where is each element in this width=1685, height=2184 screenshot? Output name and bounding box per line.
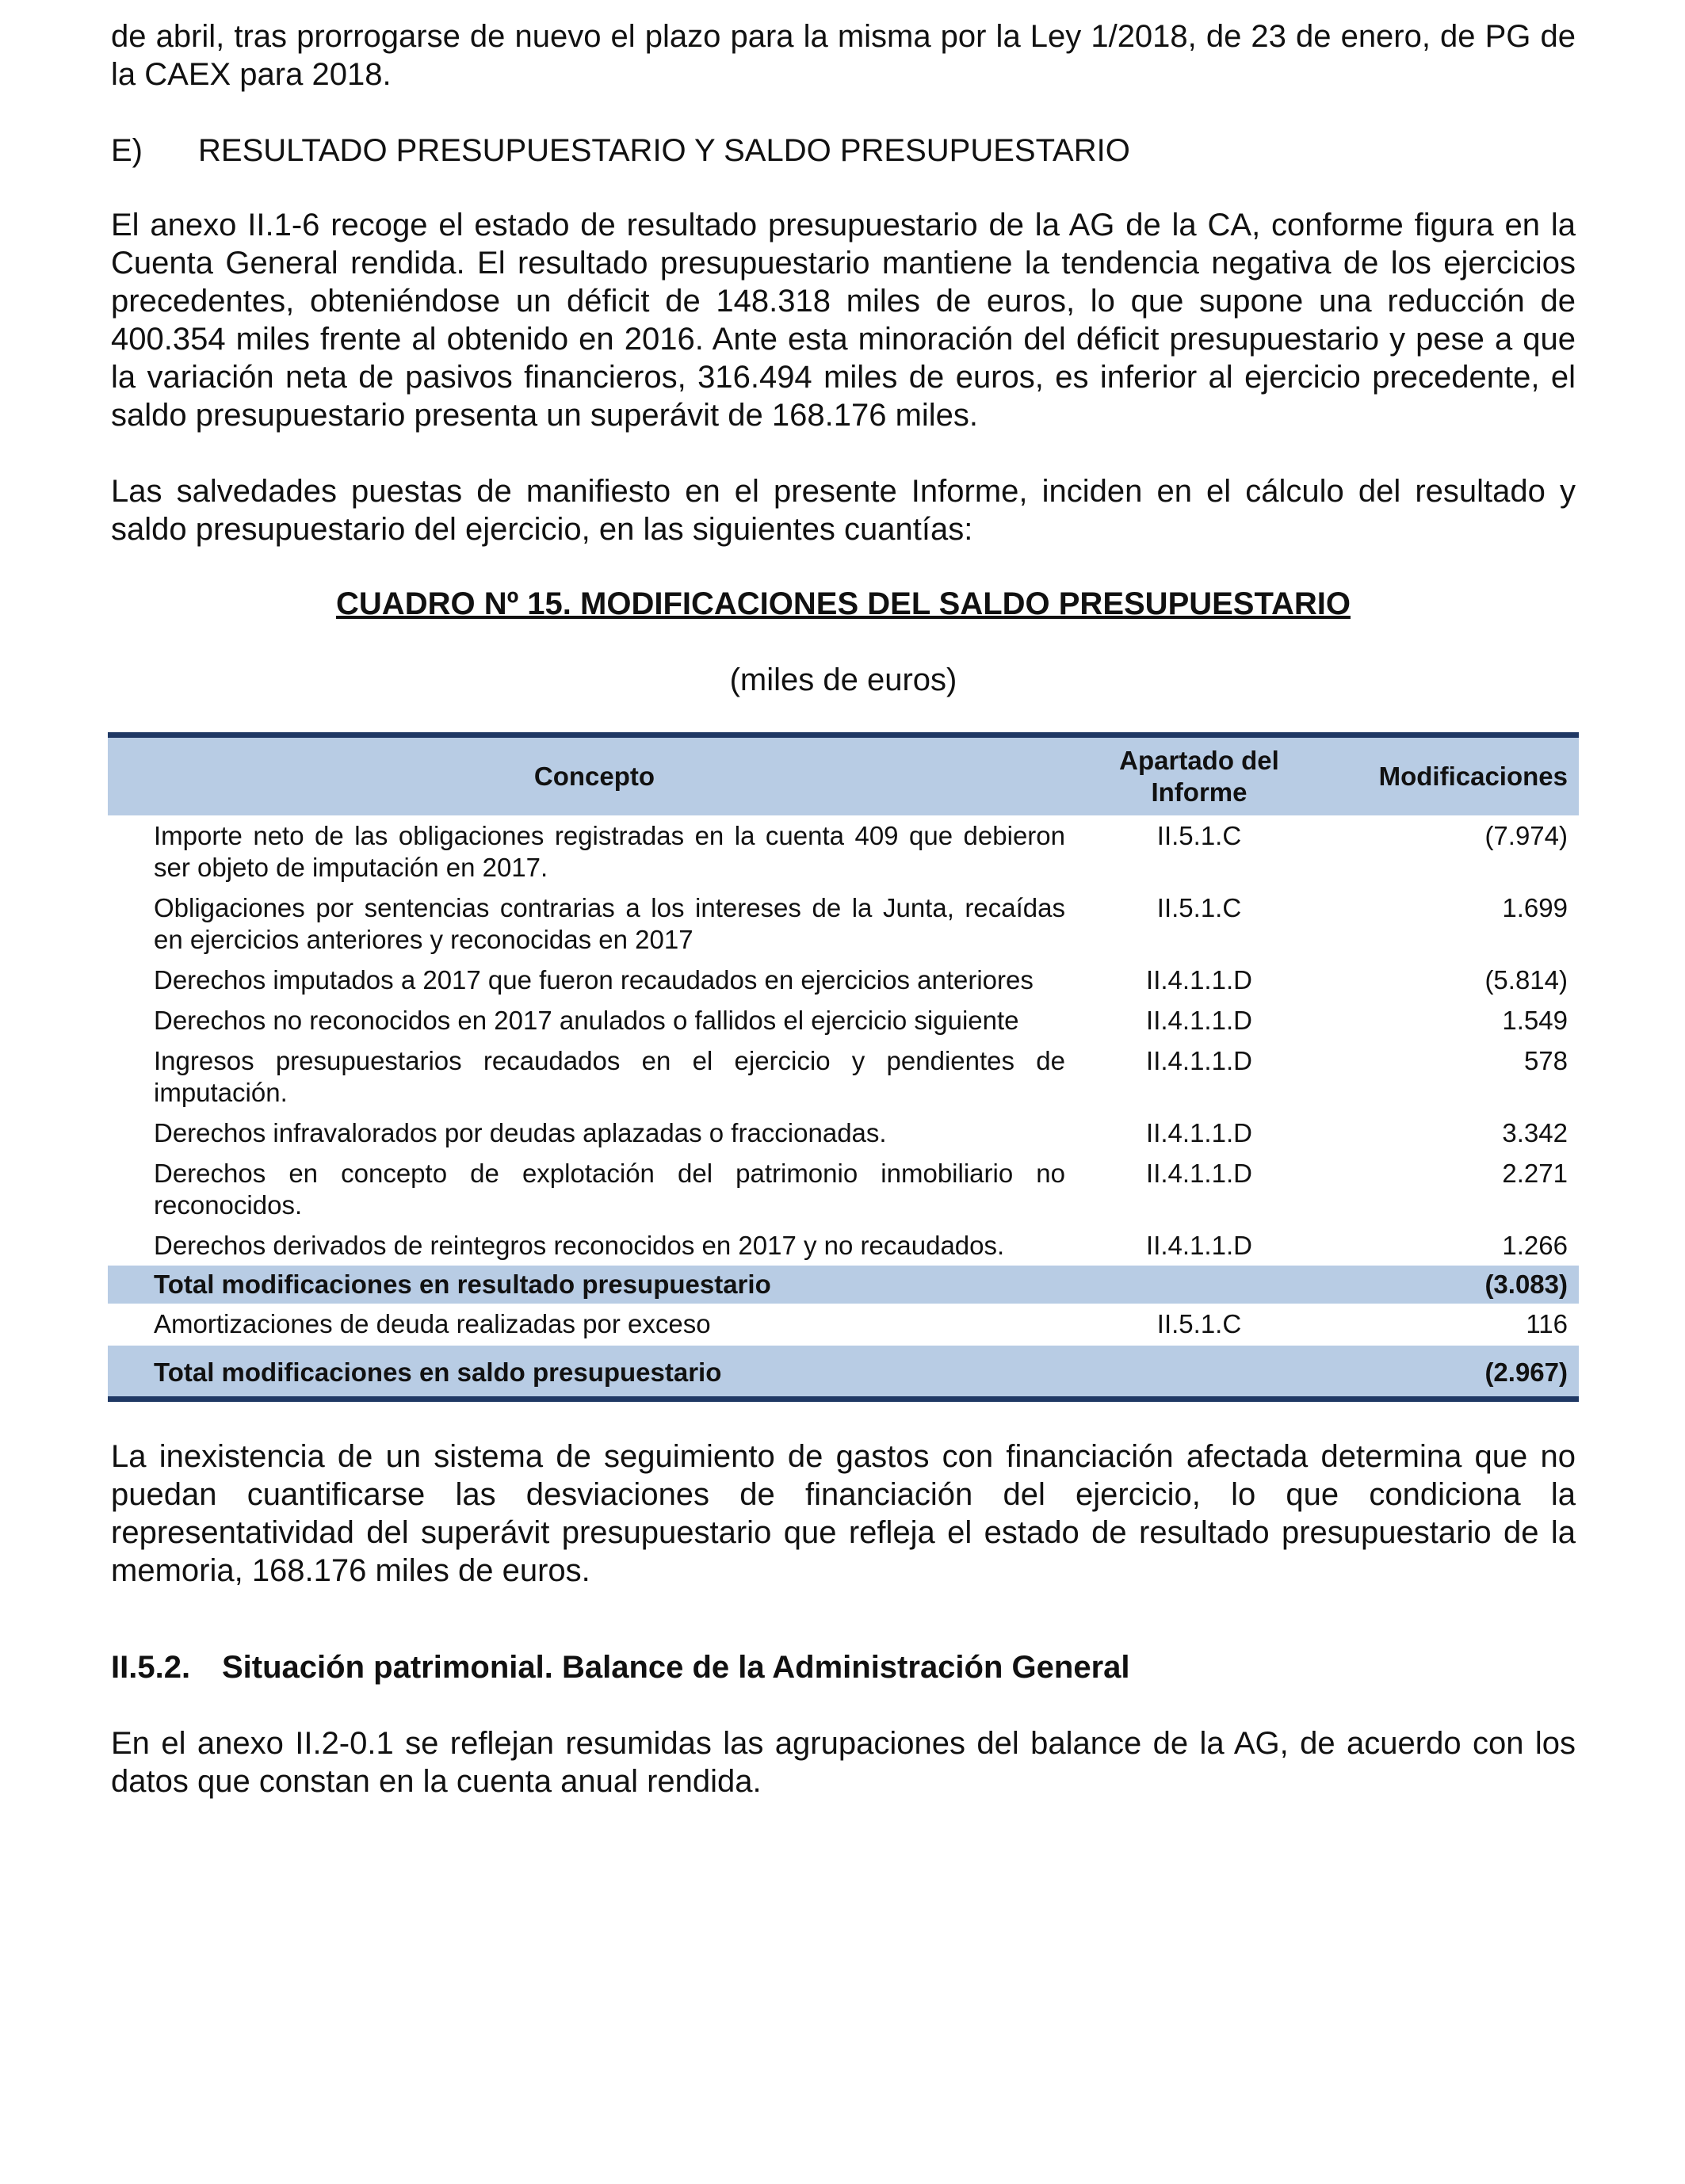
section-heading-e: [111, 132, 1576, 170]
table-title: CUADRO Nº 15. MODIFICACIONES DEL SALDO PRESUPUESTARIO: [336, 586, 1351, 621]
cell-apartado: II.4.1.1.D: [1146, 1159, 1252, 1188]
cell-concepto: Amortizaciones de deuda realizadas por exceso: [154, 1309, 711, 1338]
table-row: [108, 1040, 1579, 1113]
total-saldo-label: Total modificaciones en saldo presupuestario: [108, 1345, 1081, 1399]
cell-concepto: Derechos infravalorados por deudas aplazadas o fraccionadas.: [154, 1118, 887, 1147]
table-row: [108, 960, 1579, 1000]
cell-modificaciones: (5.814): [1484, 965, 1568, 995]
total-saldo-row: [108, 1345, 1579, 1399]
section-heading-ii-5-2: [111, 1648, 1576, 1686]
cell-modificaciones: (7.974): [1484, 821, 1568, 850]
cell-modificaciones: 1.699: [1502, 893, 1568, 922]
cell-apartado: II.4.1.1.D: [1146, 1006, 1252, 1035]
cell-concepto: Derechos imputados a 2017 que fueron recaudados en ejercicios anteriores: [154, 965, 1034, 995]
cell-apartado: II.5.1.C: [1156, 1309, 1242, 1338]
section-title: RESULTADO PRESUPUESTARIO Y SALDO PRESUPUESTARIO: [198, 133, 1130, 168]
cell-concepto: Derechos derivados de reintegros reconocidos en 2017 y no recaudados.: [154, 1231, 1005, 1260]
paragraph-anexo: El anexo II.1-6 recoge el estado de resultado presupuestario de la AG de la CA, conforme figura en la Cuenta General rendida. El resultado presupuestario mantiene la tendencia negativa de los ejercicios precedentes, obteniéndose un déficit de 148.318 miles de euros, lo que supone una reducción de 400.354 miles frente al obtenido en 2016. Ante esta minoración del déficit presupuestario y pese a que la variación neta de pasivos financieros, 316.494 miles de euros, es inferior al ejercicio precedente, el saldo presupuestario presenta un superávit de 168.176 miles.: [111, 208, 1576, 433]
section-title: Situación patrimonial. Balance de la Administración General: [222, 1650, 1130, 1685]
table-row: [108, 1113, 1579, 1153]
cell-modificaciones: 1.549: [1502, 1006, 1568, 1035]
cell-apartado: II.4.1.1.D: [1146, 965, 1252, 995]
table-row: [108, 1153, 1579, 1225]
total-resultado-value: (3.083): [1317, 1266, 1579, 1304]
paragraph-salvedades: Las salvedades puestas de manifiesto en el presente Informe, inciden en el cálculo del resultado y saldo presupuestario del ejercicio, en las siguientes cuantías:: [111, 474, 1576, 547]
modificaciones-table: [108, 732, 1579, 1402]
cell-apartado: II.4.1.1.D: [1146, 1231, 1252, 1260]
table-row: [108, 815, 1579, 888]
cell-apartado: II.4.1.1.D: [1146, 1118, 1252, 1147]
total-resultado-apartado: [1081, 1266, 1317, 1304]
section-letter: E): [111, 133, 143, 168]
cell-modificaciones: 1.266: [1502, 1231, 1568, 1260]
table-header-row: [108, 735, 1579, 816]
cell-modificaciones: 116: [1526, 1309, 1568, 1338]
cell-concepto: Importe neto de las obligaciones registradas en la cuenta 409 que debieron ser objeto de imputación en 2017.: [154, 821, 1065, 882]
cell-modificaciones: 578: [1523, 1046, 1568, 1075]
paragraph-inexistencia: La inexistencia de un sistema de seguimiento de gastos con financiación afectada determina que no puedan cuantificarse las desviaciones de financiación del ejercicio, lo que condiciona la representatividad del superávit presupuestario que refleja el estado de resultado presupuestario de la memoria, 168.176 miles de euros.: [111, 1439, 1576, 1588]
total-saldo-apartado: [1081, 1345, 1317, 1399]
total-resultado-label: Total modificaciones en resultado presupuestario: [108, 1266, 1081, 1304]
cell-apartado: II.4.1.1.D: [1146, 1046, 1252, 1075]
cell-concepto: Obligaciones por sentencias contrarias a los intereses de la Junta, recaídas en ejercicios anteriores y reconocidas en 2017: [154, 893, 1065, 954]
table-row: [108, 1225, 1579, 1266]
cell-apartado: II.5.1.C: [1156, 821, 1242, 850]
header-apartado: Apartado del Informe: [1081, 735, 1317, 816]
header-modificaciones: Modificaciones: [1317, 735, 1579, 816]
table-row: [108, 1304, 1579, 1345]
cell-concepto: Derechos no reconocidos en 2017 anulados o fallidos el ejercicio siguiente: [154, 1006, 1019, 1035]
table-subtitle: (miles de euros): [729, 662, 957, 697]
table-row: [108, 1000, 1579, 1040]
paragraph-top: de abril, tras prorrogarse de nuevo el plazo para la misma por la Ley 1/2018, de 23 de enero, de PG de la CAEX para 2018.: [111, 19, 1576, 92]
section-number: II.5.2.: [111, 1650, 191, 1685]
total-resultado-row: [108, 1266, 1579, 1304]
paragraph-anexo-balance: En el anexo II.2-0.1 se reflejan resumidas las agrupaciones del balance de la AG, de acuerdo con los datos que constan en la cuenta anual rendida.: [111, 1726, 1576, 1799]
cell-modificaciones: 3.342: [1502, 1118, 1568, 1147]
cell-apartado: II.5.1.C: [1156, 893, 1242, 922]
cell-concepto: Derechos en concepto de explotación del patrimonio inmobiliario no reconocidos.: [154, 1159, 1065, 1220]
total-saldo-value: (2.967): [1317, 1345, 1579, 1399]
table-row: [108, 888, 1579, 960]
cell-concepto: Ingresos presupuestarios recaudados en el ejercicio y pendientes de imputación.: [154, 1046, 1065, 1107]
header-concepto: Concepto: [108, 735, 1081, 816]
cell-modificaciones: 2.271: [1502, 1159, 1568, 1188]
